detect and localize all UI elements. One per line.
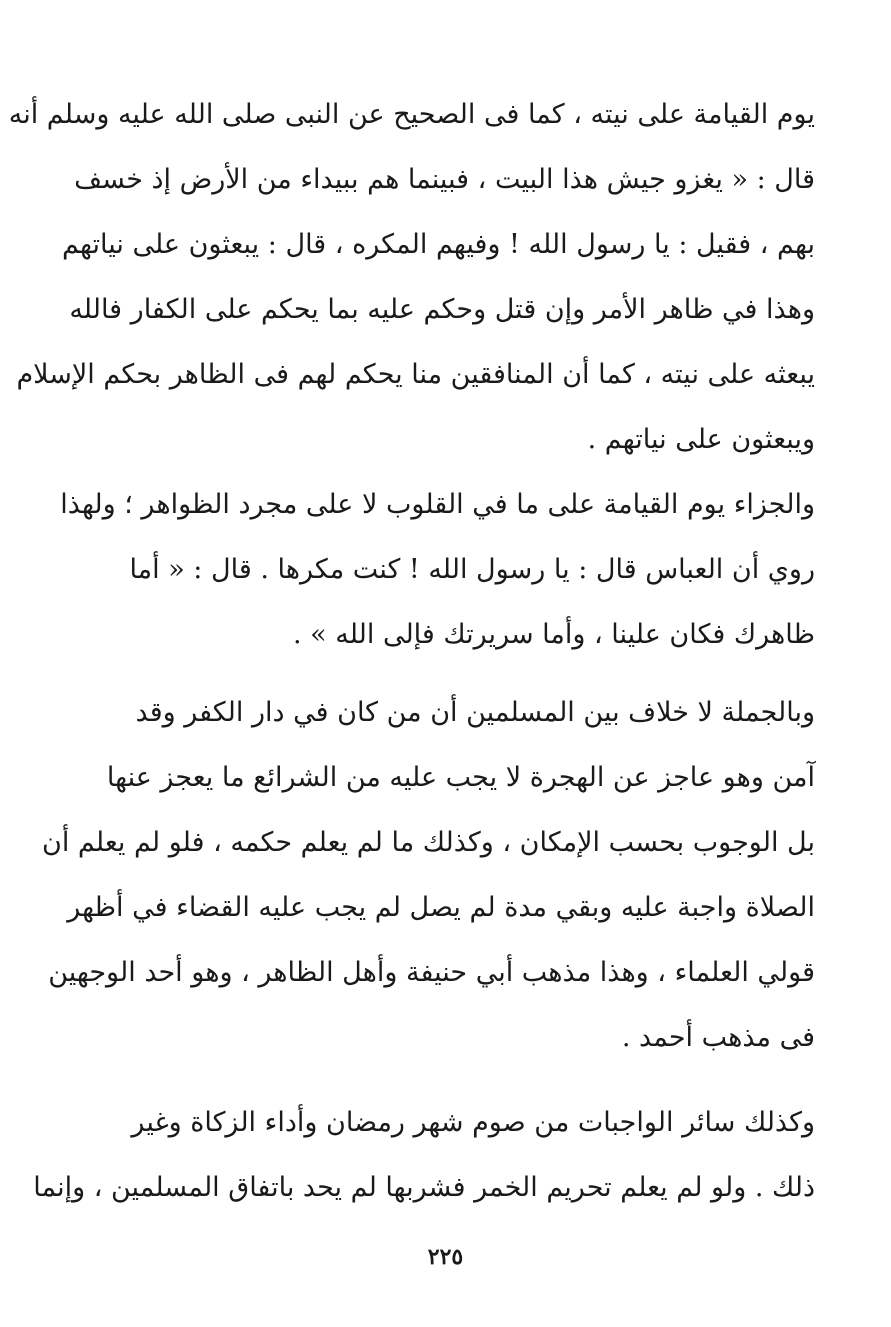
text-line: روي أن العباس قال : يا رسول الله ! كنت مكرها . قال : « أما — [129, 554, 815, 585]
text-line: يوم القيامة على نيته ، كما فى الصحيح عن النبى صلى الله عليه وسلم أنه — [8, 99, 815, 130]
text-line: آمن وهو عاجز عن الهجرة لا يجب عليه من الشرائع ما يعجز عنها — [106, 762, 815, 793]
page-number: ٢٢٥ — [427, 1244, 464, 1270]
text-line: بهم ، فقيل : يا رسول الله ! وفيهم المكره ، قال : يبعثون على نياتهم — [62, 229, 815, 260]
text-line: يبعثه على نيته ، كما أن المنافقين منا يحكم لهم فى الظاهر بحكم الإسلام — [16, 359, 815, 390]
text-line: وبالجملة لا خلاف بين المسلمين أن من كان في دار الكفر وقد — [135, 697, 815, 728]
text-line: فى مذهب أحمد . — [621, 1022, 815, 1053]
paragraph-3 — [42, 680, 815, 1070]
text-line: قولي العلماء ، وهذا مذهب أبي حنيفة وأهل الظاهر ، وهو أحد الوجهين — [48, 957, 815, 988]
text-line: والجزاء يوم القيامة على ما في القلوب لا على مجرد الظواهر ؛ ولهذا — [60, 489, 815, 520]
text-line: وكذلك سائر الواجبات من صوم شهر رمضان وأداء الزكاة وغير — [131, 1107, 815, 1138]
text-line: بل الوجوب بحسب الإمكان ، وكذلك ما لم يعلم حكمه ، فلو لم يعلم أن — [42, 827, 815, 858]
text-line: قال : « يغزو جيش هذا البيت ، فبينما هم ببيداء من الأرض إذ خسف — [74, 164, 815, 195]
paragraph-2 — [60, 472, 815, 667]
text-line: ظاهرك فكان علينا ، وأما سريرتك فإلى الله » . — [292, 619, 815, 650]
text-line: وهذا في ظاهر الأمر وإن قتل وحكم عليه بما يحكم على الكفار فالله — [69, 294, 815, 325]
paragraph-4 — [33, 1090, 815, 1220]
text-line: الصلاة واجبة عليه وبقي مدة لم يصل لم يجب عليه القضاء في أظهر — [67, 892, 815, 923]
text-line: ذلك . ولو لم يعلم تحريم الخمر فشربها لم يحد باتفاق المسلمين ، وإنما — [33, 1172, 815, 1203]
paragraph-1 — [8, 82, 815, 472]
text-line: ويبعثون على نياتهم . — [587, 424, 815, 455]
